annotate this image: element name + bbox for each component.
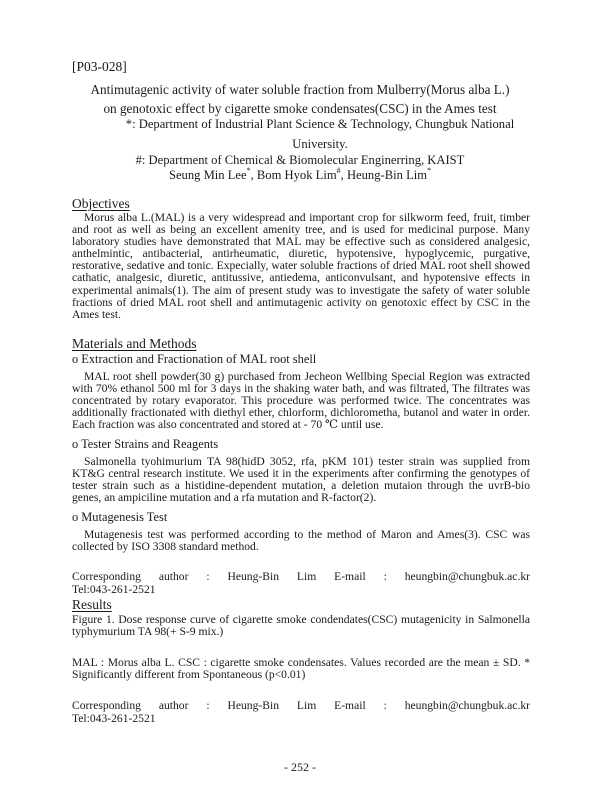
author-separator: ,	[340, 168, 347, 182]
objectives-heading: Objectives	[72, 196, 130, 211]
affiliation-1: *: Department of Industrial Plant Science & Technology, Chungbuk National University.	[125, 117, 515, 151]
corresponding-author-line: Corresponding author : Heung-Bin Lim E-mail : heungbin@chungbuk.ac.kr	[72, 699, 530, 712]
page-number: - 252 -	[284, 760, 316, 774]
author-separator: ,	[250, 168, 257, 182]
title-line-1: Antimutagenic activity of water soluble fraction from Mulberry(Morus alba L.)	[90, 82, 510, 97]
methods-text-extraction: MAL root shell powder(30 g) purchased from Jecheon Wellbing Special Region was extracted with 70% ethanol 500 ml for 3 days in the shaking water bath, and was filtrated, The filtrates was concentrated by rotary evaporator. This procedure was performed twice. The concentrates was additionally fractionated with diethyl ether, chlorform, dichlorometha, butanol and water in order. Each fraction was also concentrated and stored at - 70 ℃ until use.	[72, 370, 530, 432]
corresponding-tel: Tel:043-261-2521	[72, 712, 156, 725]
author-mark: #	[336, 166, 341, 175]
author-mark: *	[427, 166, 432, 175]
author-name: Bom Hyok Lim	[256, 168, 337, 182]
methods-subheading-extraction: o Extraction and Fractionation of MAL root shell	[72, 352, 317, 366]
title-line-2: on genotoxic effect by cigarette smoke condensates(CSC) in the Ames test	[103, 101, 497, 116]
methods-heading: Materials and Methods	[72, 336, 197, 351]
results-heading: Results	[72, 597, 112, 612]
author-name: Seung Min Lee	[168, 168, 247, 182]
methods-subheading-strains: o Tester Strains and Reagents	[72, 437, 219, 451]
figure-legend: MAL : Morus alba L. CSC : cigarette smoke condensates. Values recorded are the mean ± SD. * Significantly different from Spontaneous (p<0.01)	[72, 656, 530, 682]
methods-subheading-mutagenesis: o Mutagenesis Test	[72, 510, 168, 524]
objectives-text: Morus alba L.(MAL) is a very widespread and important crop for silkworm feed, fruit, timber and root as well as being an excellent amenity tree, and is used for medicinal purpose. Many laboratory studies have demonstrated that MAL may be effective such as considered analgesic, anthelmintic, antibacterial, antirheumatic, diuretic, hypotensive, hypoglycemic, purgative, restorative, sedative and tonic. Expecially, water soluble fractions of dried MAL root shell showed cathatic, analgesic, diuretic, antitussive, antiedema, anticonvulsant, and hypotensive effects in experimental animals(1). The aim of present study was to investigate the safety of water soluble fractions of dried MAL root shell and antimutagenic activity on genotoxic effect by CSC in the Ames test.	[72, 211, 530, 321]
author-list	[40, 168, 560, 183]
author-mark: *	[246, 166, 251, 175]
methods-text-strains: Salmonella tyohimurium TA 98(hidD 3052, rfa, pKM 101) tester strain was supplied from KT&G central research institute. We used it in the experiments after confirming the genotypes of tester strain such as a histidine-dependent mutation, a deletion mutaion through the uvrB-bio genes, an ampiciline mutation and a rfa mutation and R-factor(2).	[72, 455, 530, 505]
figure-caption: Figure 1. Dose response curve of cigarette smoke condendates(CSC) mutagenicity in Salmonella typhymurium TA 98(+ S-9 mix.)	[72, 613, 530, 639]
methods-text-mutagenesis: Mutagenesis test was performed according to the method of Maron and Ames(3). CSC was collected by ISO 3308 standard method.	[72, 528, 530, 554]
abstract-code: [P03-028]	[72, 59, 127, 74]
affiliation-2: #: Department of Chemical & Biomolecular Enginerring, KAIST	[135, 153, 465, 167]
corresponding-tel: Tel:043-261-2521	[72, 583, 156, 596]
corresponding-author-line: Corresponding author : Heung-Bin Lim E-mail : heungbin@chungbuk.ac.kr	[72, 570, 530, 583]
author-name: Heung-Bin Lim	[346, 168, 428, 182]
